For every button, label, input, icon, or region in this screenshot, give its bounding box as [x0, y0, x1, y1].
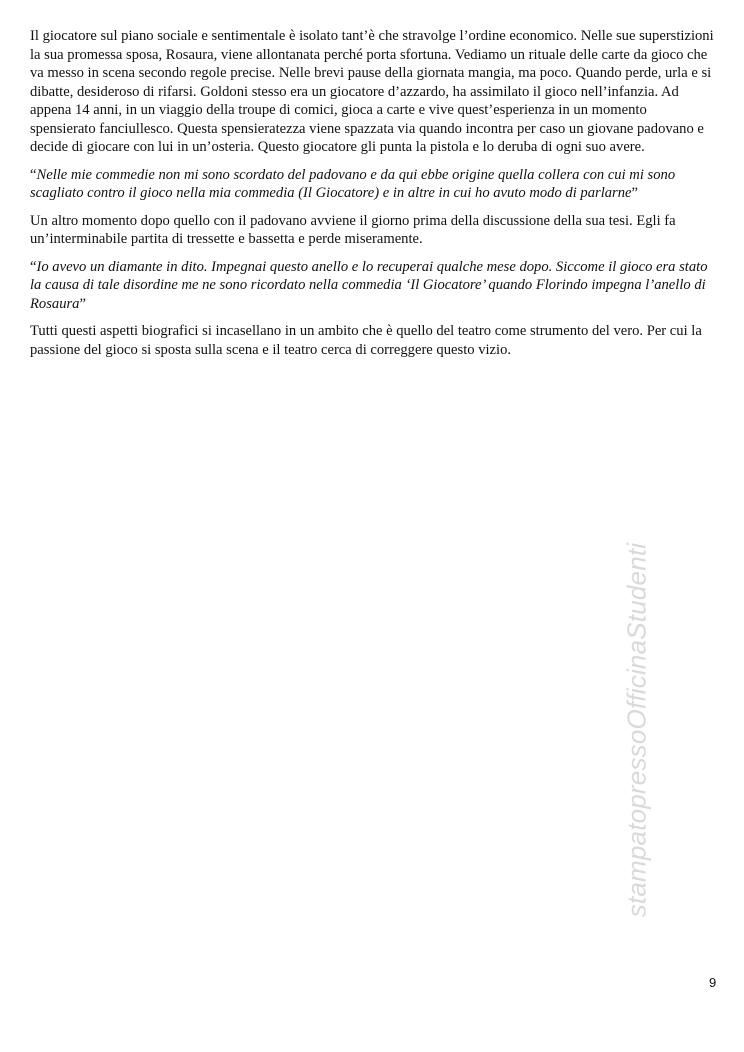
- quote-text: Io avevo un diamante in dito. Impegnai questo anello e lo recuperai qualche mese dopo. Siccome il gioco era stato la causa di tale disordine me ne sono ricordato nella commedia ‘Il Giocatore’ quando Florindo impegna l’anello di Rosaura: [30, 258, 708, 312]
- open-quote-mark: “: [30, 166, 37, 183]
- quote-paragraph: [30, 258, 716, 314]
- quote-paragraph: [30, 166, 716, 203]
- page-number: 9: [709, 975, 717, 990]
- body-paragraph: Un altro momento dopo quello con il padovano avviene il giorno prima della discussione della sua tesi. Egli fa un’interminabile partita di tressette e bassetta e perde miseramente.: [30, 212, 676, 247]
- quote-text: Nelle mie commedie non mi sono scordato del padovano e da qui ebbe origine quella collera con cui mi sono scagliato contro il gioco nella mia commedia (Il Giocatore) e in altre in cui ho avuto modo di parlarne: [30, 166, 676, 201]
- body-paragraph: Il giocatore sul piano sociale e sentimentale è isolato tant’è che stravolge l’ordine economico. Nelle sue superstizioni la sua promessa sposa, Rosaura, viene allontanata perché porta sfortuna. Vediamo un rituale delle carte da gioco che va messo in scena secondo regole precise. Nelle brevi pause della giornata mangia, ma poco. Quando perde, urla e si dibatte, desideroso di rifarsi. Goldoni stesso era un giocatore d’azzardo, ha assimilato il gioco nell’infanzia. Ad appena 14 anni, in un viaggio della troupe di comici, gioca a carte e vive quest’esperienza in un momento spensierato fanciullesco. Questa spensieratezza viene spazzata via quando incontra per caso un giovane padovano e decide di giocare con lui in un’osteria. Questo giocatore gli punta la pistola e lo deruba di ogni suo avere.: [30, 28, 714, 155]
- page-body: [30, 27, 716, 368]
- close-quote-mark: ”: [631, 185, 638, 201]
- open-quote-mark: “: [30, 258, 37, 275]
- watermark-text: stampatopressoOfficinaStudenti: [621, 542, 652, 918]
- body-paragraph: Tutti questi aspetti biografici si incasellano in un ambito che è quello del teatro come strumento del vero. Per cui la passione del gioco si sposta sulla scena e il teatro cerca di correggere questo vizio.: [30, 323, 702, 358]
- close-quote-mark: ”: [79, 295, 86, 312]
